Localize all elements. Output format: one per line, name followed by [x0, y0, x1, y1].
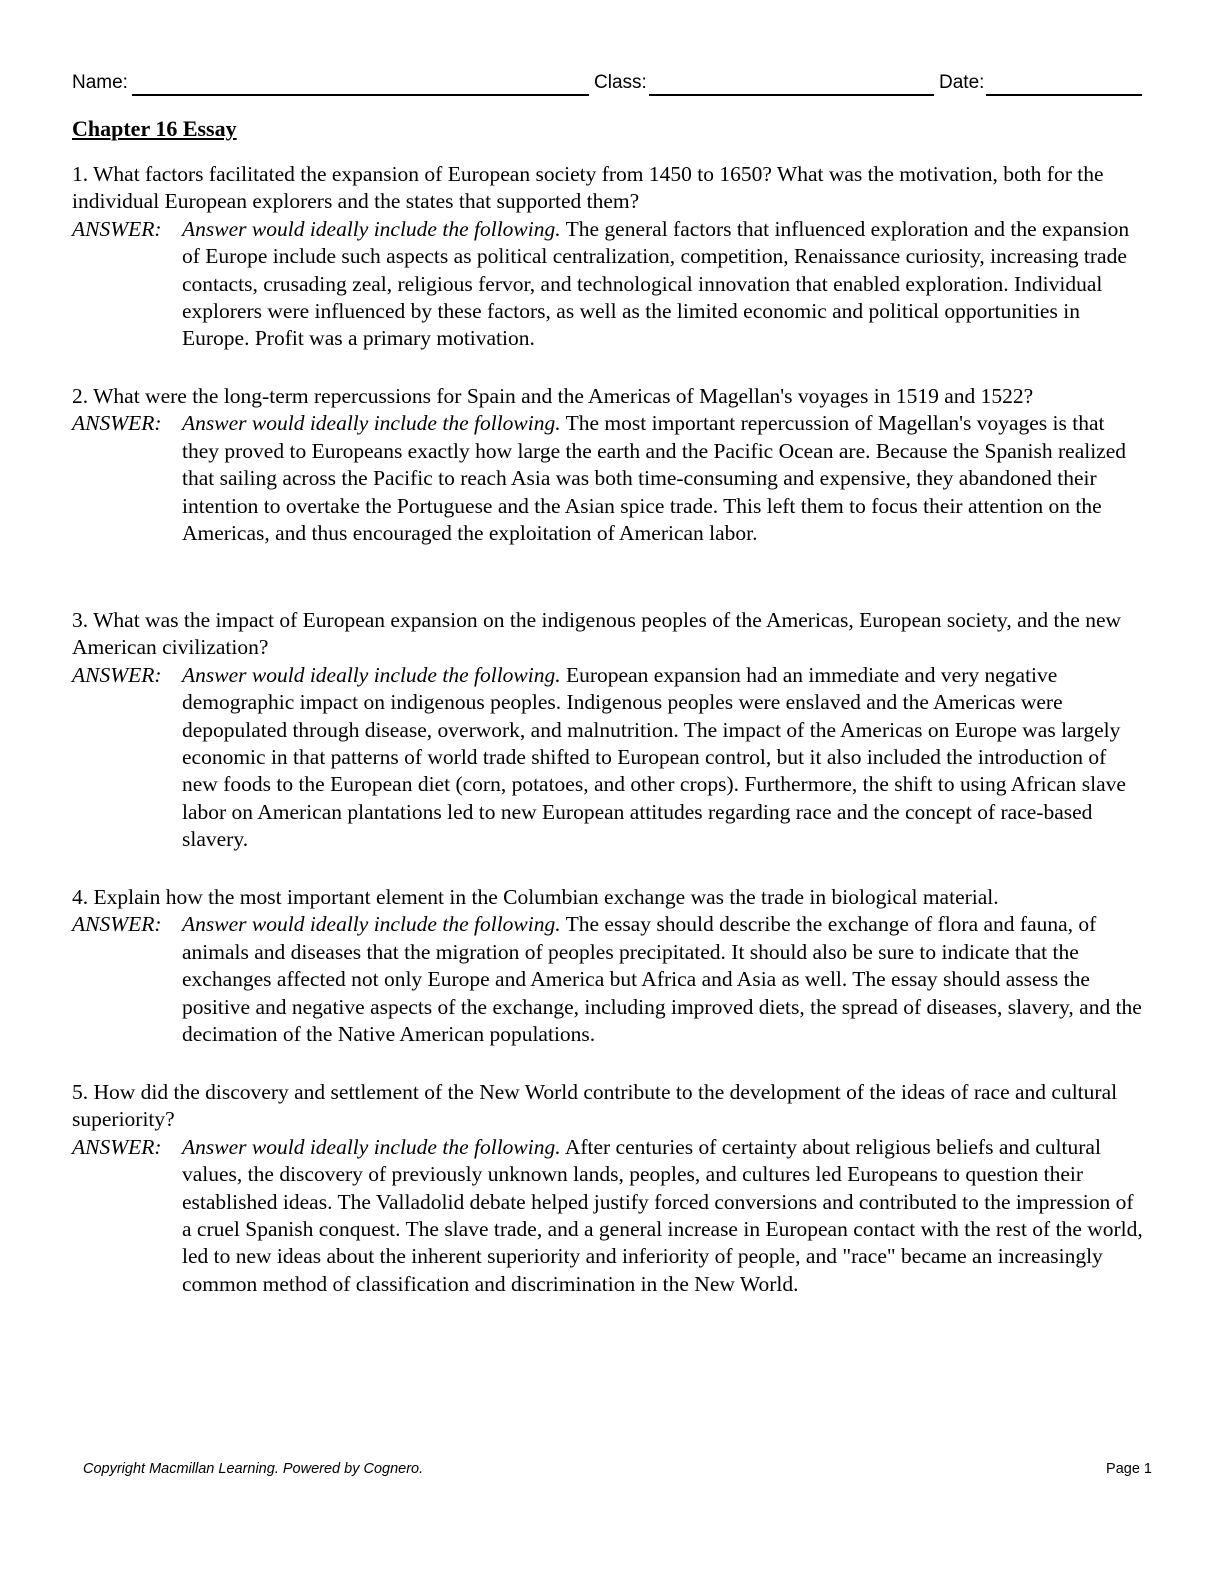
answer-body: The most important repercussion of Magellan's voyages is that they proved to Europeans exactly how large the earth and the Pacific Ocean are. Because the Spanish realized that sailing across the Pacific to reach Asia was both time-consuming and expensive, they abandoned their intention to overtake the Portuguese and the Asian spice trade. This left them to focus their attention on the Americas, and thus encouraged the exploitation of American labor.: [182, 411, 1127, 546]
answer-intro: Answer would ideally include the following.: [182, 216, 561, 241]
answer-text: [72, 1134, 1144, 1298]
question-block-4: [72, 884, 1144, 1048]
question-text: 4. Explain how the most important element in the Columbian exchange was the trade in biological material.: [72, 885, 999, 909]
student-info-header: [72, 70, 1142, 98]
page-title: Chapter 16 Essay: [72, 116, 237, 141]
answer-label: ANSWER:: [72, 662, 162, 687]
answer-body: European expansion had an immediate and very negative demographic impact on indigenous peoples. Indigenous peoples were enslaved and the Americas were depopulated through disease, overwork, and malnutrition. The impact of the Americas on Europe was largely economic in that patterns of world trade shifted to European control, but it also included the introduction of new foods to the European diet (corn, potatoes, and other crops). Furthermore, the shift to using African slave labor on American plantations led to new European attitudes regarding race and the concept of race-based slavery.: [182, 662, 1126, 852]
answer-intro: Answer would ideally include the following.: [182, 912, 561, 937]
answer-body: After centuries of certainty about religious beliefs and cultural values, the discovery of previously unknown lands, peoples, and cultures led Europeans to question their established ideas. The Valladolid debate helped justify forced conversions and contributed to the impression of a cruel Spanish conquest. The slave trade, and a general increase in European contact with the rest of the world, led to new ideas about the inherent superiority and inferiority of people, and "race" became an increasingly common method of classification and discrimination in the New World.: [182, 1134, 1143, 1296]
answer-body: The essay should describe the exchange of flora and fauna, of animals and diseases that the migration of peoples precipitated. It should also be sure to indicate that the exchanges affected not only Europe and America but Africa and Asia as well. The essay should assess the positive and negative aspects of the exchange, including improved diets, the spread of diseases, slavery, and the decimation of the Native American populations.: [182, 912, 1142, 1047]
answer-body: The general factors that influenced exploration and the expansion of Europe include such aspects as political centralization, competition, Renaissance curiosity, increasing trade contacts, crusading zeal, religious fervor, and technological innovation that enabled exploration. Individual explorers were influenced by these factors, as well as the limited economic and political opportunities in Europe. Profit was a primary motivation.: [182, 216, 1130, 351]
question-text: 2. What were the long-term repercussions for Spain and the Americas of Magellan's voyages in 1519 and 1522?: [72, 384, 1034, 408]
answer-text: [72, 662, 1144, 854]
question-text: 5. How did the discovery and settlement of the New World contribute to the development of the ideas of race and cultural superiority?: [72, 1080, 1118, 1132]
answer-text: [72, 216, 1144, 353]
question-block-5: [72, 1079, 1144, 1298]
answer-intro: Answer would ideally include the following.: [182, 1134, 561, 1159]
answer-label: ANSWER:: [72, 411, 162, 436]
page-number: Page 1: [1106, 1461, 1152, 1477]
answer-text: [72, 410, 1144, 547]
name-blank-line: [132, 94, 589, 96]
class-blank-line: [649, 94, 934, 96]
question-block-3: [72, 607, 1144, 854]
answer-label: ANSWER:: [72, 216, 162, 241]
copyright-notice: Copyright Macmillan Learning. Powered by Cognero.: [83, 1461, 424, 1477]
name-label: Name:: [72, 72, 128, 93]
question-text: 1. What factors facilitated the expansion of European society from 1450 to 1650? What was the motivation, both for the individual European explorers and the states that supported them?: [72, 162, 1104, 214]
answer-label: ANSWER:: [72, 1134, 162, 1159]
answer-intro: Answer would ideally include the following.: [182, 662, 561, 687]
class-label: Class:: [594, 72, 647, 93]
question-block-1: [72, 161, 1144, 353]
question-text: 3. What was the impact of European expansion on the indigenous peoples of the Americas, European society, and the new American civilization?: [72, 608, 1122, 660]
date-label: Date:: [939, 72, 985, 93]
date-blank-line: [986, 94, 1142, 96]
answer-intro: Answer would ideally include the following.: [182, 411, 561, 436]
answer-label: ANSWER:: [72, 912, 162, 937]
answer-text: [72, 911, 1144, 1048]
question-block-2: [72, 383, 1144, 547]
